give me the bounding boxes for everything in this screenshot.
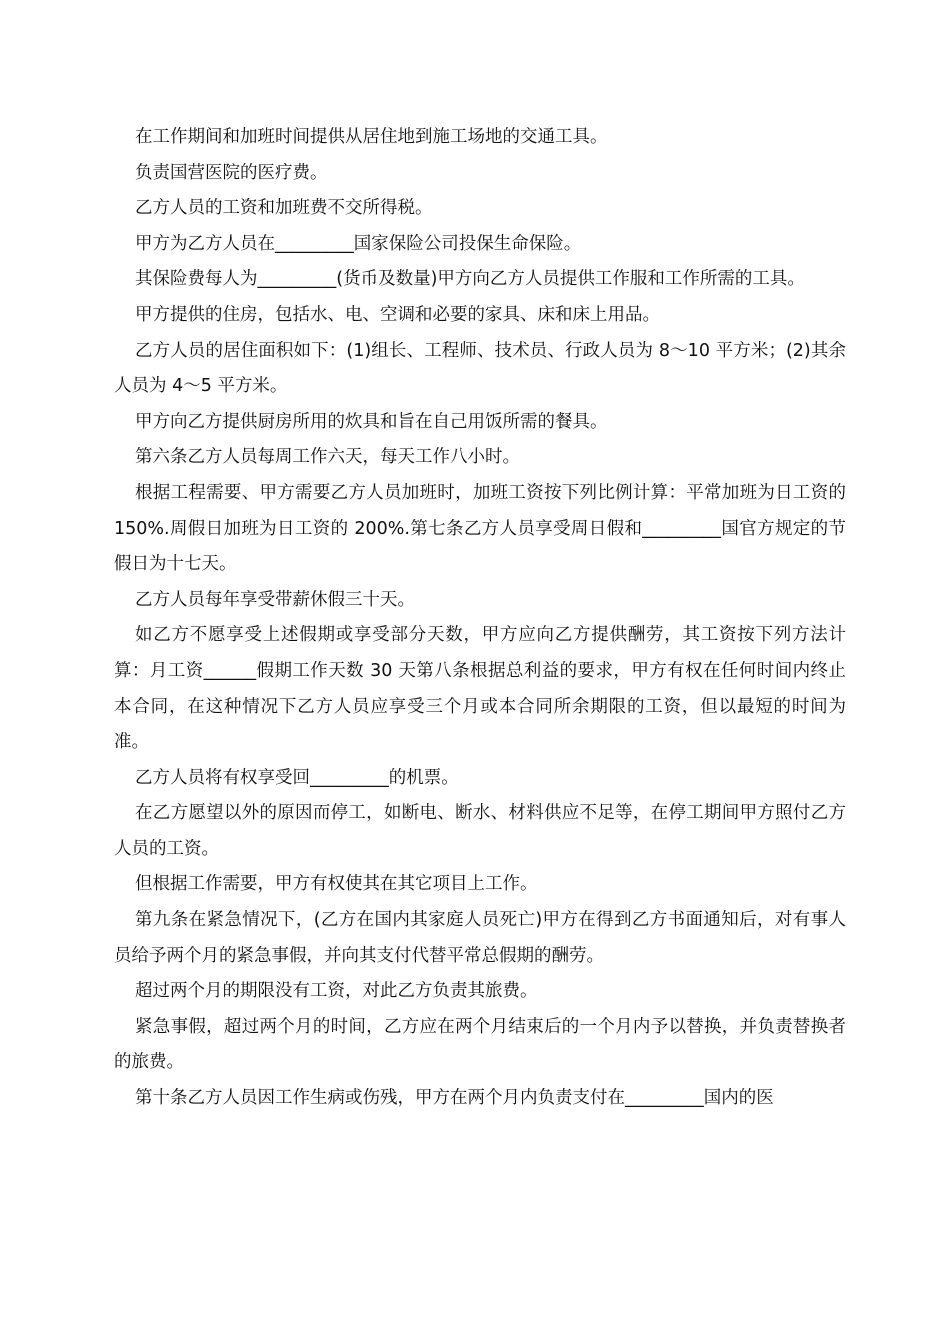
paragraph-housing: 甲方提供的住房，包括水、电、空调和必要的家具、床和床上用品。 bbox=[135, 304, 660, 325]
paragraph-leave-compensation: 如乙方不愿享受上述假期或享受部分天数，甲方应向乙方提供酬劳，其工资按下列方法计算：月工资______假期工作天数 30 天第八条根据总利益的要求，甲方有权在任何时间内终止本合同，在这种情况下乙方人员应享受三个月或本合同所余期限的工资，但以最短的时间为准。 bbox=[114, 625, 846, 753]
paragraph-income-tax: 乙方人员的工资和加班费不交所得税。 bbox=[135, 198, 433, 219]
paragraph-medical-fees: 负责国营医院的医疗费。 bbox=[135, 162, 328, 183]
paragraph-work-stoppage: 在乙方愿望以外的原因而停工，如断电、断水、材料供应不足等，在停工期间甲方照付乙方人员的工资。 bbox=[114, 803, 846, 859]
paragraph-air-ticket: 乙方人员将有权享受回_________的机票。 bbox=[135, 767, 459, 788]
paragraph-transport: 在工作期间和加班时间提供从居住地到施工场地的交通工具。 bbox=[135, 127, 608, 147]
paragraph-article-10: 第十条乙方人员因工作生病或伤残，甲方在两个月内负责支付在_________国内的医 bbox=[135, 1088, 774, 1109]
paragraph-emergency-leave: 紧急事假，超过两个月的时间，乙方应在两个月结束后的一个月内予以替换，并负责替换者的旅费。 bbox=[114, 1016, 846, 1073]
paragraph-life-insurance: 甲方为乙方人员在_________国家保险公司投保生命保险。 bbox=[135, 233, 582, 254]
paragraph-insurance-premium: 其保险费每人为_________(货币及数量)甲方向乙方人员提供工作服和工作所需的工具。 bbox=[135, 269, 805, 290]
paragraph-no-wages: 超过两个月的期限没有工资，对此乙方负责其旅费。 bbox=[135, 981, 538, 1002]
paragraph-other-projects: 但根据工作需要，甲方有权使其在其它项目上工作。 bbox=[135, 874, 538, 895]
paragraph-paid-leave: 乙方人员每年享受带薪休假三十天。 bbox=[135, 589, 415, 610]
paragraph-article-9: 第九条在紧急情况下，(乙方在国内其家庭人员死亡)甲方在得到乙方书面通知后，对有事人员给予两个月的紧急事假，并向其支付代替平常总假期的酬劳。 bbox=[114, 910, 846, 966]
document-body bbox=[114, 120, 852, 1117]
paragraph-living-area: 乙方人员的居住面积如下：(1)组长、工程师、技术员、行政人员为 8～10 平方米；(2)其余人员为 4～5 平方米。 bbox=[114, 340, 846, 397]
paragraph-overtime: 根据工程需要、甲方需要乙方人员加班时，加班工资按下列比例计算：平常加班为日工资的 150%.周假日加班为日工资的 200%.第七条乙方人员享受周日假和_________国官方规定的节假日为十七天。 bbox=[114, 482, 852, 575]
paragraph-kitchenware: 甲方向乙方提供厨房所用的炊具和旨在自己用饭所需的餐具。 bbox=[135, 411, 608, 432]
paragraph-article-6: 第六条乙方人员每周工作六天，每天工作八小时。 bbox=[135, 447, 520, 468]
